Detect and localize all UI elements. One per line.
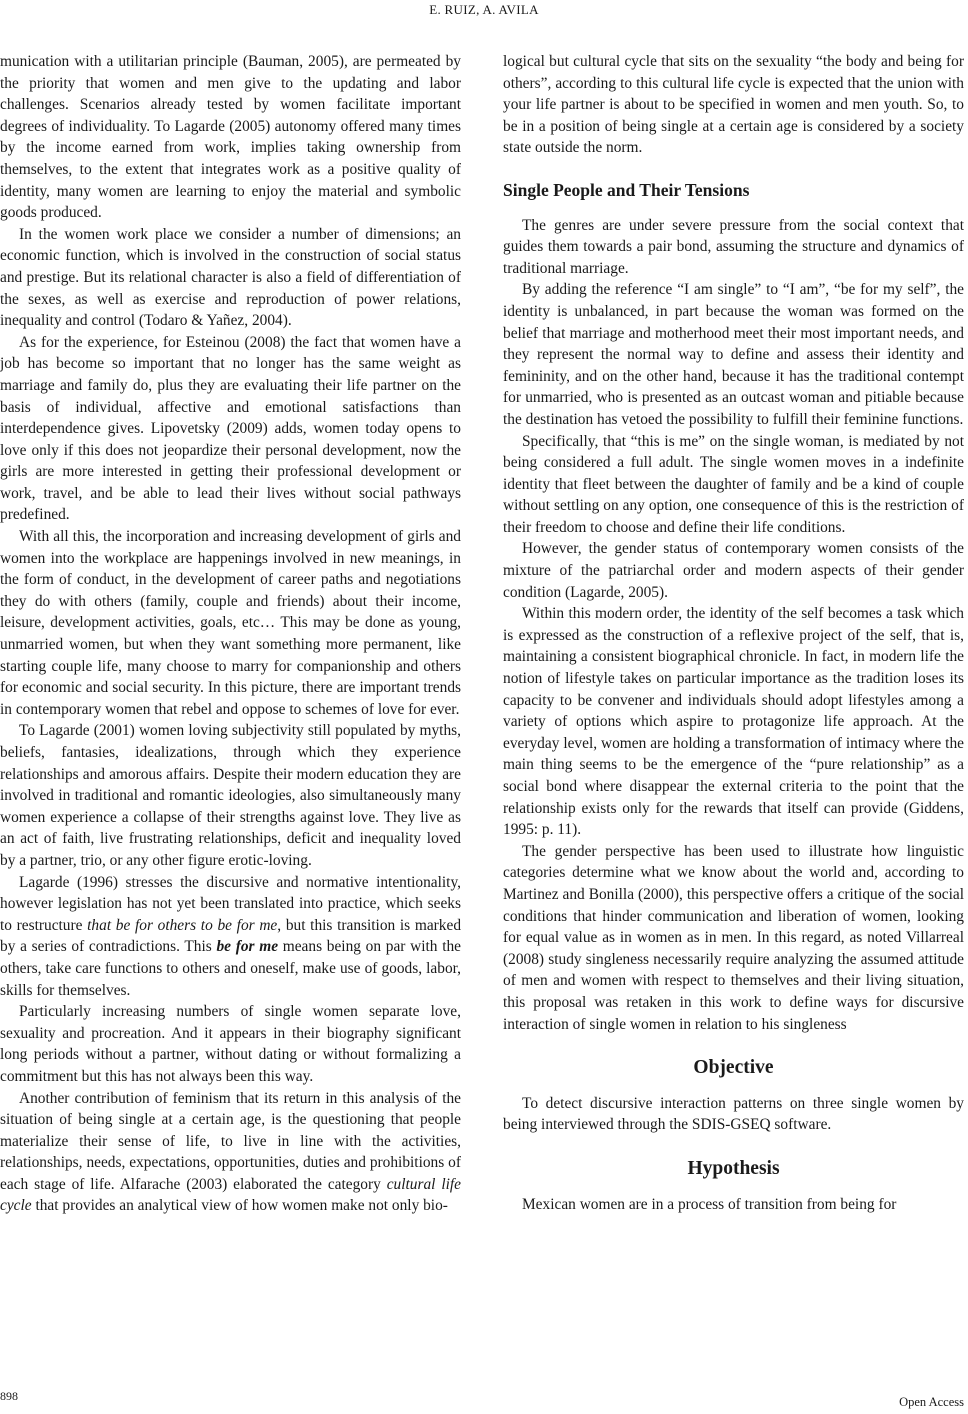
paragraph: To detect discursive interaction patterns on three single women by being interviewed through the SDIS-GSEQ software.	[503, 1094, 964, 1134]
paragraph	[0, 1088, 461, 1218]
italic-phrase: cultural life cycle	[0, 1175, 461, 1215]
text-run: that provides an analytical view of how women make not only bio-	[31, 1197, 448, 1215]
right-column	[503, 51, 964, 1215]
hypothesis-heading: Hypothesis	[687, 1157, 780, 1179]
open-access-label: Open Access	[899, 1395, 964, 1409]
paragraph: The genres are under severe pressure from the social context that guides them towards a pair bond, assuming the structure and dynamics of traditional marriage.	[503, 216, 964, 277]
paragraph: Within this modern order, the identity of the self becomes a task which is expressed as the construction of a reflexive project of the self, that is, maintaining a consistent biographical chronicle. In fact, in modern life the notion of lifestyle takes on particular importance as the tradition loses its capacity to be convener and individuals should adopt lifestyles among a variety of options which aspire to protagonize life approach. At the everyday level, women are holding a transformation of intimacy where the main thing seems to be the emergence of the “pure relationship” as a social bond where disappear the external criteria to the point that the relationship exists only for the rewards that itself can provide (Giddens, 1995: p. 11).	[503, 605, 964, 839]
section-heading: Single People and Their Tensions	[503, 179, 750, 200]
text-run: Another contribution of feminism that its return in this analysis of the situation of being single at a certain age, is the questioning that people materialize their sense of life, to live in line with the activities, relationships, needs, expectations, opportunities, duties and prohibitions of each stage of life. Alfarache (2003) elaborated the category	[0, 1089, 461, 1193]
paragraph: In the women work place we consider a number of dimensions; an economic function, which is involved in the construction of social status and prestige. But its relational character is also a field of differentiation of the sexes, as well as exercise and reproduction of power relations, inequality and control (Todaro & Yañez, 2004).	[0, 225, 461, 330]
paragraph: With all this, the incorporation and increasing development of girls and women into the workplace are happenings involved in new meanings, in the form of conduct, in the development of career paths and negotiations they do with others (family, couple and friends) about their income, leisure, development activities, goals, etc… This may be done as young, unmarried women, but when they want something more permanent, like starting couple life, many choose to marry for companionship and others for economic and social security. In this picture, there are important trends in contemporary women that rebel and oppose to schemes of love for ever.	[0, 528, 461, 718]
left-column	[0, 51, 461, 1217]
paragraph: By adding the reference “I am single” to “I am”, “be for my self”, the identity is unbalanced, in part because the woman was formed on the belief that marriage and motherhood meet their most important needs, and they represent the normal way to define and assess their identity and femininity, and on the other hand, because it has the traditional contempt for unmarried, who is presented as an outcast woman and pitiable because the destination has vetoed the possibility to fulfill their feminine functions.	[503, 281, 964, 428]
text-run: means being on par with the others, take care functions to others and oneself, make use of goods, labor, skills for themselves.	[0, 938, 461, 999]
page-number: 898	[0, 1389, 18, 1403]
bold-italic-phrase: be for me	[216, 938, 279, 956]
paragraph: Specifically, that “this is me” on the single woman, is mediated by not being considered a full adult. The single women moves in a indefinite identity that fleet between the daughter of family and be a kind of couple without settling on any option, one consequence of this is the restriction of their freedom to choose and define their life conditions.	[503, 432, 964, 536]
paragraph: However, the gender status of contemporary women consists of the mixture of the patriarchal order and modern aspects of their gender condition (Lagarde, 2005).	[503, 540, 964, 601]
paragraph: munication with a utilitarian principle (Bauman, 2005), are permeated by the priority that women and men give to the updating and labor challenges. Scenarios already tested by women facilitate important degrees of individuality. To Lagarde (2005) autonomy offered many times by the income earned from work, implies taking ownership from themselves, to the extent that integrates work as a positive quality of identity, many women are learning to enjoy the material and symbolic goods produced.	[0, 53, 461, 222]
paragraph: To Lagarde (2001) women loving subjectivity still populated by myths, beliefs, fantasies, idealizations, through which they experience relationships and amorous affairs. Despite their modern education they are involved in traditional and romantic ideologies, also simultaneously many women experience a collapse of their strengths against love. They live as an act of faith, live frustrating relationships, deficit and inequality loved by a partner, trio, or any other figure erotic-loving.	[0, 722, 461, 869]
paragraph: As for the experience, for Esteinou (2008) the fact that women have a job has become so important that no longer has the same weight as marriage and family do, plus they are evaluating their life partner on the basis of individual, affective and emotional satisfactions than interdependence gives. Lipovetsky (2009) adds, women today opens to love only if this does not jeopardize their personal development, now the girls are more interested in getting their professional development or work, travel, and be able to lead their lives without social pathways predefined.	[0, 333, 461, 524]
text-run: , but this transition is marked by a series of contradictions. This	[0, 916, 462, 956]
italic-phrase: that be for others to be for me	[87, 916, 278, 934]
objective-heading: Objective	[693, 1057, 774, 1079]
paragraph: Mexican women are in a process of transition from being for	[522, 1195, 897, 1213]
paragraph: logical but cultural cycle that sits on the sexuality “the body and being for others”, according to this cultural life cycle is expected that the union with your life partner is about to be specified in women and men youth. So, to be in a position of being single at a certain age is considered by a society state outside the norm.	[503, 53, 964, 157]
paragraph	[0, 872, 461, 1002]
paragraph: The gender perspective has been used to illustrate how linguistic categories determine what we know about the world and, according to Martinez and Bonilla (2000), this perspective offers a critique of the social conditions that hinder communication and liberation of women, looking for equal value as in women as in men. In this regard, as noted Villarreal (2008) study singleness necessarily require analyzing the assumed attitude of men and women with respect to themselves and their living situation, this proposal was retaken in this work to define ways for discursive interaction of single women in relation to his singleness	[503, 842, 964, 1033]
text-run: Lagarde (1996) stresses the discursive and normative intentionality, however legislation has not yet been translated into practice, which seeks to restructure	[0, 873, 461, 934]
running-head: E. RUIZ, A. AVILA	[429, 2, 539, 17]
paragraph: Particularly increasing numbers of single women separate love, sexuality and procreation. And it appears in their biography significant long periods without a partner, without dating or without formalizing a commitment but this has not always been this way.	[0, 1003, 461, 1085]
